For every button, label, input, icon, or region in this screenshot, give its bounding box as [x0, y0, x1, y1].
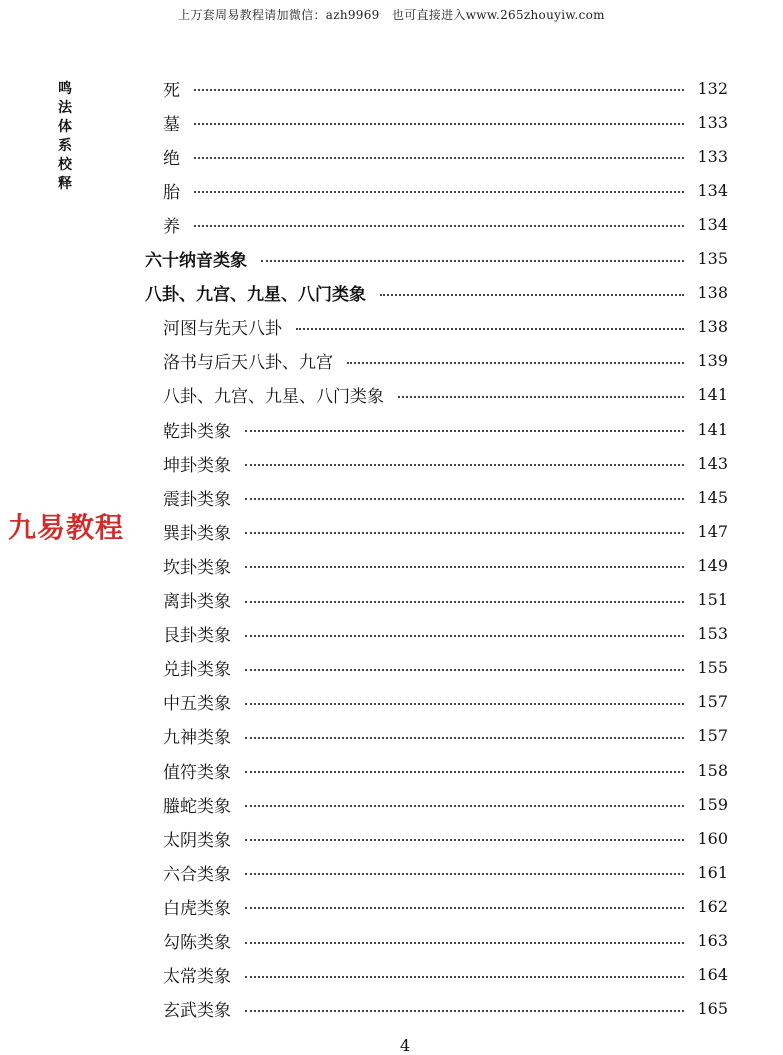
spine-char: 校	[58, 157, 72, 173]
toc-entry-title: 勾陈类象	[163, 933, 231, 953]
dot-leader	[245, 703, 684, 705]
toc-entry[interactable]	[163, 961, 728, 989]
dot-leader	[245, 873, 684, 875]
toc-entry-title: 玄武类象	[163, 1001, 231, 1022]
dot-leader	[245, 839, 684, 841]
toc-entry-page: 151	[697, 590, 728, 609]
toc-entry-page: 141	[697, 385, 728, 405]
dot-leader	[245, 907, 684, 909]
dot-leader	[245, 430, 684, 432]
toc-entry[interactable]	[163, 483, 728, 511]
toc-entry[interactable]	[163, 449, 728, 477]
toc-entry-page: 139	[697, 351, 728, 371]
toc-entry-page: 147	[697, 521, 728, 541]
toc-entry-title: 墓	[163, 114, 180, 135]
toc-entry[interactable]	[163, 654, 728, 682]
toc-entry-title: 死	[163, 80, 180, 101]
dot-leader	[245, 464, 684, 466]
toc-entry-page: 133	[697, 146, 728, 166]
dot-leader	[245, 669, 684, 671]
toc-entry-title: 绝	[163, 148, 180, 169]
toc-entry[interactable]	[163, 620, 728, 648]
dot-leader	[261, 260, 684, 262]
toc-entry-page: 132	[697, 78, 728, 98]
dot-leader	[347, 362, 684, 364]
toc-entry-title: 坤卦类象	[163, 455, 231, 476]
toc-entry-page: 141	[697, 419, 728, 439]
toc-entry-page: 163	[697, 931, 728, 950]
toc-entry-title: 六十纳音类象	[145, 251, 247, 271]
toc-entry-title: 螣蛇类象	[163, 796, 231, 817]
toc-entry[interactable]	[163, 688, 728, 716]
toc-entry[interactable]	[163, 415, 728, 443]
watermark-logo-text: 九易教程	[8, 511, 125, 544]
toc-entry-title: 养	[163, 216, 180, 237]
toc-entry-title: 河图与先天八卦	[163, 319, 282, 340]
toc-entry[interactable]	[163, 824, 728, 852]
toc-entry-page: 158	[697, 760, 728, 780]
toc-entry-page: 155	[697, 658, 728, 678]
toc-entry-title: 巽卦类象	[163, 523, 231, 544]
toc-entry-title: 太常类象	[163, 967, 231, 988]
dot-leader	[194, 89, 684, 91]
dot-leader	[194, 157, 684, 159]
toc-entry-page: 162	[697, 896, 728, 916]
spine-char: 体	[58, 119, 72, 135]
toc-entry-title: 九神类象	[163, 728, 231, 749]
toc-entry-title: 太阴类象	[163, 830, 231, 851]
toc-entry-page: 157	[697, 692, 728, 712]
toc-entry[interactable]	[163, 892, 728, 920]
toc-entry[interactable]	[163, 722, 728, 750]
toc-entry-page: 134	[697, 180, 728, 200]
toc-entry-title: 六合类象	[163, 864, 231, 885]
toc-entry[interactable]	[163, 858, 728, 886]
toc-entry[interactable]	[163, 347, 728, 375]
toc-entry-page: 134	[697, 214, 728, 234]
toc-entry[interactable]	[163, 210, 728, 238]
toc-entry[interactable]	[163, 176, 728, 204]
toc-entry[interactable]	[163, 586, 728, 614]
spine-char: 法	[58, 100, 72, 116]
toc-entry-page: 145	[697, 487, 728, 507]
toc-entry-title: 八卦、九宫、九星、八门类象	[145, 285, 366, 306]
spine-char: 鸣	[58, 81, 72, 97]
dot-leader	[245, 601, 684, 603]
toc-entry[interactable]	[145, 245, 728, 273]
toc-entry[interactable]	[145, 279, 728, 307]
toc-entry-title: 离卦类象	[163, 592, 231, 612]
dot-leader	[245, 942, 684, 944]
toc-entry-title: 震卦类象	[163, 489, 231, 510]
toc-entry-page: 153	[697, 624, 728, 644]
toc-entry-page: 159	[697, 794, 728, 814]
toc-entry-title: 值符类象	[163, 762, 231, 783]
dot-leader	[245, 532, 684, 534]
toc-entry-title: 白虎类象	[163, 898, 231, 919]
toc-entry-page: 161	[697, 862, 728, 882]
toc-entry-page: 164	[697, 965, 728, 985]
dot-leader	[245, 498, 684, 500]
toc-entry-page: 143	[697, 453, 728, 473]
toc-entry-title: 八卦、九宫、九星、八门类象	[163, 387, 384, 408]
dot-leader	[245, 771, 684, 773]
toc-entry[interactable]	[163, 927, 728, 955]
toc-entry-page: 149	[697, 555, 728, 575]
toc-entry[interactable]	[163, 142, 728, 170]
page-number: 4	[400, 1036, 411, 1055]
spine-char: 系	[58, 138, 72, 154]
dot-leader	[245, 635, 684, 637]
toc-entry[interactable]	[163, 756, 728, 784]
dot-leader	[296, 328, 684, 330]
toc-entry-title: 胎	[163, 182, 180, 203]
watermark-header-text: 上万套周易教程请加微信：azh9969 也可直接进入www.265zhouyiw.com	[178, 8, 605, 22]
toc-entry-page: 135	[697, 249, 728, 268]
toc-entry[interactable]	[163, 995, 728, 1023]
toc-entry[interactable]	[163, 313, 728, 341]
dot-leader	[194, 123, 684, 125]
toc-entry[interactable]	[163, 551, 728, 579]
toc-entry-page: 133	[697, 112, 728, 132]
dot-leader	[245, 566, 684, 568]
toc-entry-page: 165	[697, 999, 728, 1019]
toc-entry-page: 157	[697, 726, 728, 746]
toc-entry-title: 洛书与后天八卦、九宫	[163, 353, 333, 374]
toc-entry-page: 138	[697, 317, 728, 337]
toc-entry-page: 138	[697, 283, 728, 303]
dot-leader	[245, 1010, 684, 1012]
toc-entry[interactable]	[163, 790, 728, 818]
spine-char: 释	[58, 176, 72, 192]
dot-leader	[245, 737, 684, 739]
toc-entry[interactable]	[163, 108, 728, 136]
dot-leader	[380, 294, 684, 296]
dot-leader	[398, 396, 684, 398]
toc-entry[interactable]	[163, 517, 728, 545]
toc-entry[interactable]	[163, 74, 728, 102]
toc-entry-title: 兑卦类象	[163, 660, 231, 681]
dot-leader	[194, 191, 684, 193]
toc-entry-title: 艮卦类象	[163, 626, 231, 647]
toc-entry[interactable]	[163, 381, 728, 409]
toc-entry-title: 中五类象	[163, 694, 231, 715]
toc-entry-page: 160	[697, 828, 728, 848]
dot-leader	[245, 805, 684, 807]
dot-leader	[245, 976, 684, 978]
toc-entry-title: 坎卦类象	[163, 557, 231, 578]
toc-entry-title: 乾卦类象	[163, 421, 231, 442]
dot-leader	[194, 225, 684, 227]
